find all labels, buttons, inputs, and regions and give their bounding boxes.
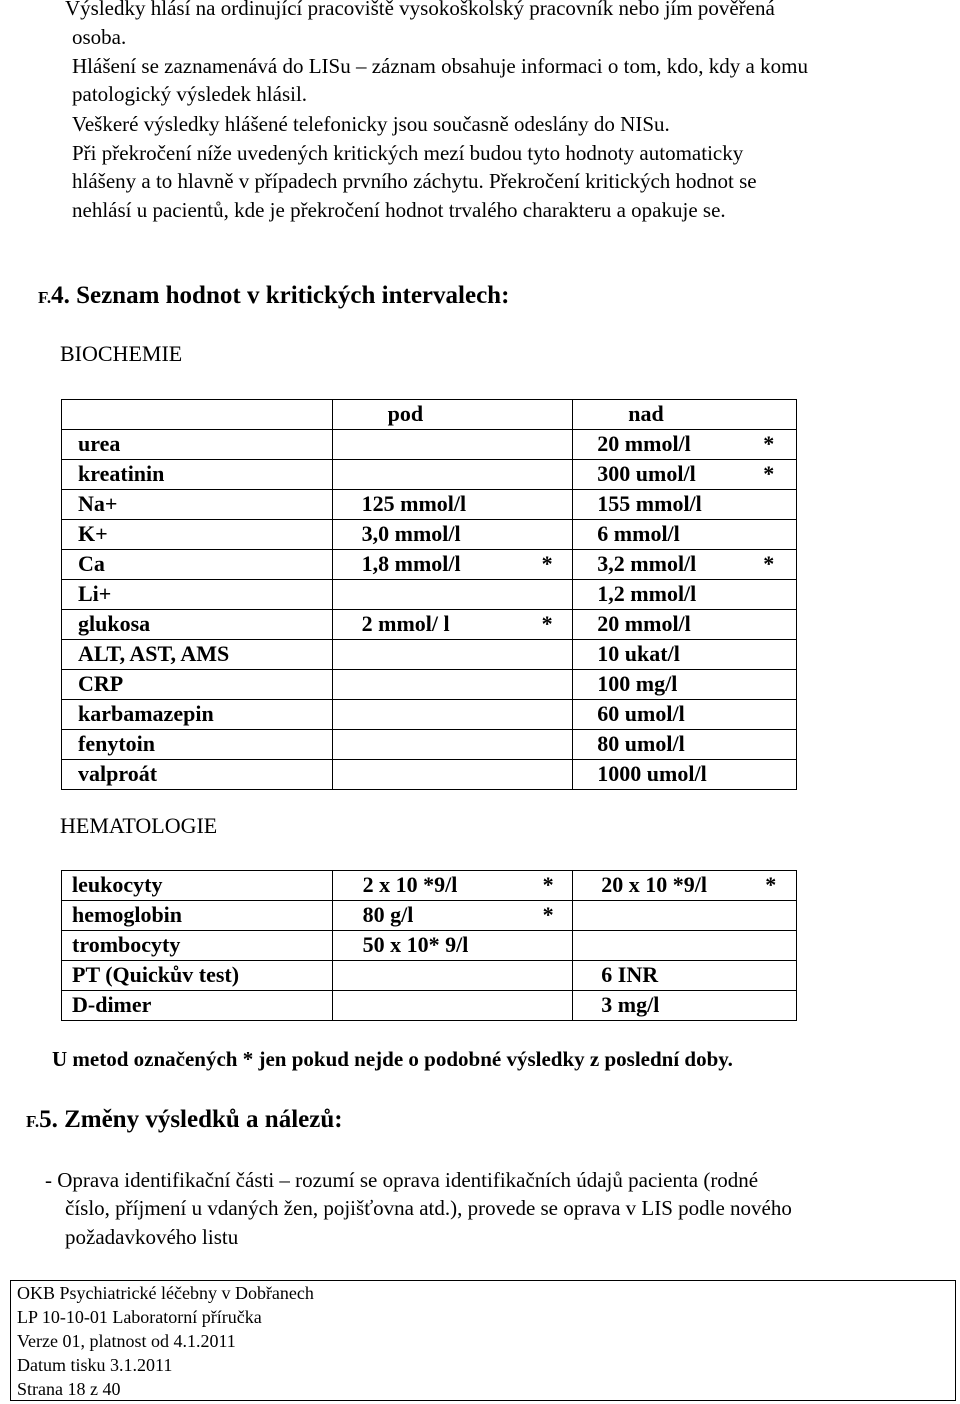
row-nad-cell [573, 730, 797, 760]
cell-nad-star: * [763, 551, 775, 576]
footer-line: Datum tisku 3.1.2011 [17, 1355, 173, 1375]
cell-pod-star: * [542, 872, 554, 897]
footer-line: Strana 18 z 40 [17, 1379, 121, 1399]
table-row [62, 871, 797, 901]
paragraph-line: požadavkového listu [65, 1225, 239, 1249]
cell-name: karbamazepin [78, 701, 214, 726]
cell-name: D-dimer [72, 992, 152, 1017]
row-pod-cell [332, 610, 573, 640]
paragraph-line: Při překročení níže uvedených kritických mezí budou tyto hodnoty automaticky [72, 141, 744, 165]
table-row [62, 991, 797, 1021]
cell-nad: 20 mmol/l [597, 611, 691, 636]
cell-pod-star: * [541, 611, 553, 636]
row-pod-cell [332, 670, 573, 700]
table-header-cell [62, 400, 333, 430]
cell-nad: 20 x 10 *9/l [601, 872, 708, 897]
cell-pod: 125 mmol/l [361, 491, 467, 516]
table-row [62, 490, 797, 520]
hematologie-heading: HEMATOLOGIE [60, 813, 218, 838]
row-label-cell [62, 730, 333, 760]
table-row [62, 901, 797, 931]
table-row [62, 700, 797, 730]
row-label-cell [62, 580, 333, 610]
row-label-cell [62, 670, 333, 700]
paragraph-line: - Oprava identifikační části – rozumí se oprava identifikačních údajů pacienta (rodné [45, 1168, 759, 1192]
cell-pod: 50 x 10* 9/l [362, 932, 469, 957]
row-nad-cell [573, 901, 797, 931]
row-nad-cell [573, 760, 797, 790]
row-label-cell [62, 550, 333, 580]
footer-line: OKB Psychiatrické léčebny v Dobřanech [17, 1283, 314, 1303]
cell-name: Li+ [78, 581, 112, 606]
cell-name: ALT, AST, AMS [78, 641, 230, 666]
row-nad-cell [573, 460, 797, 490]
hematologie-table [61, 870, 797, 1021]
cell-nad: 60 umol/l [597, 701, 685, 726]
biochemie-table [61, 399, 797, 790]
row-label-cell [62, 490, 333, 520]
cell-nad: 6 mmol/l [597, 521, 680, 546]
section-title: 5. Změny výsledků a nálezů: [39, 1106, 343, 1133]
cell-name: PT (Quickův test) [72, 962, 240, 987]
row-label-cell [62, 610, 333, 640]
row-label-cell [62, 760, 333, 790]
row-pod-cell [332, 460, 573, 490]
cell-name: Ca [78, 551, 105, 576]
row-pod-cell [332, 430, 573, 460]
row-label-cell [62, 520, 333, 550]
section-title: 4. Seznam hodnot v kritických intervalech: [51, 282, 510, 309]
table-row [62, 640, 797, 670]
cell-nad: 1,2 mmol/l [597, 581, 697, 606]
paragraph-line: hlášeny a to hlavně v případech prvního záchytu. Překročení kritických hodnot se [72, 169, 757, 193]
table-row [62, 730, 797, 760]
cell-pod: 3,0 mmol/l [361, 521, 461, 546]
cell-name: urea [78, 431, 121, 456]
paragraph-line: nehlásí u pacientů, kde je překročení hodnot trvalého charakteru a opakuje se. [72, 198, 726, 222]
table-header-cell [332, 400, 573, 430]
table-row [62, 931, 797, 961]
table-row [62, 550, 797, 580]
cell-nad: 6 INR [601, 962, 659, 987]
section-prefix: F. [38, 288, 52, 307]
cell-name: valproát [78, 761, 158, 786]
row-nad-cell [573, 490, 797, 520]
cell-name: hemoglobin [72, 902, 183, 927]
cell-name: kreatinin [78, 461, 165, 486]
asterisk-note: U metod označených * jen pokud nejde o podobné výsledky z poslední doby. [52, 1047, 733, 1071]
row-pod-cell [332, 991, 573, 1021]
table-row [62, 961, 797, 991]
paragraph-line: Veškeré výsledky hlášené telefonicky jsou současně odeslány do NISu. [72, 112, 670, 136]
cell-pod-star: * [542, 902, 554, 927]
row-nad-cell [573, 610, 797, 640]
table-row [62, 430, 797, 460]
cell-nad: 80 umol/l [597, 731, 685, 756]
row-nad-cell [573, 640, 797, 670]
cell-nad-star: * [765, 872, 777, 897]
row-label-cell [62, 991, 333, 1021]
cell-pod: 80 g/l [362, 902, 414, 927]
row-pod-cell [332, 931, 573, 961]
paragraph-line: Hlášení se zaznamenává do LISu – záznam obsahuje informaci o tom, kdo, kdy a komu [72, 54, 808, 78]
section-heading-f5 [26, 1106, 343, 1134]
row-label-cell [62, 931, 333, 961]
row-label-cell [62, 430, 333, 460]
row-label-cell [62, 460, 333, 490]
paragraph-line: Výsledky hlásí na ordinující pracoviště vysokoškolský pracovník nebo jím pověřená [65, 0, 775, 20]
row-label-cell [62, 961, 333, 991]
cell-nad: 3 mg/l [601, 992, 660, 1017]
cell-nad: 300 umol/l [597, 461, 696, 486]
cell-name: glukosa [78, 611, 151, 636]
cell-name: fenytoin [78, 731, 155, 756]
table-row [62, 760, 797, 790]
row-nad-cell [573, 670, 797, 700]
footer-line: LP 10-10-01 Laboratorní příručka [17, 1307, 262, 1327]
row-label-cell [62, 901, 333, 931]
footer-line: Verze 01, platnost od 4.1.2011 [17, 1331, 236, 1351]
row-pod-cell [332, 961, 573, 991]
row-pod-cell [332, 490, 573, 520]
table-row [62, 460, 797, 490]
cell-pod: 1,8 mmol/l [361, 551, 461, 576]
row-nad-cell [573, 700, 797, 730]
cell-nad: 1000 umol/l [597, 761, 707, 786]
row-nad-cell [573, 931, 797, 961]
cell-nad: 100 mg/l [597, 671, 678, 696]
cell-name: CRP [78, 671, 124, 696]
row-pod-cell [332, 580, 573, 610]
row-nad-cell [573, 430, 797, 460]
cell-name: K+ [78, 521, 108, 546]
cell-name: Na+ [78, 491, 118, 516]
row-nad-cell [573, 991, 797, 1021]
col-pod-label: pod [387, 401, 424, 426]
row-nad-cell [573, 520, 797, 550]
hematologie-table-body [62, 871, 797, 1021]
paragraph-line: osoba. [72, 25, 127, 49]
row-pod-cell [332, 871, 573, 901]
section-heading-f4 [38, 282, 509, 310]
page-footer [10, 1280, 956, 1401]
row-nad-cell [573, 961, 797, 991]
row-pod-cell [332, 640, 573, 670]
row-pod-cell [332, 901, 573, 931]
cell-nad-star: * [763, 431, 775, 456]
cell-pod: 2 mmol/ l [361, 611, 450, 636]
cell-nad: 20 mmol/l [597, 431, 691, 456]
row-label-cell [62, 700, 333, 730]
section-prefix: F. [26, 1112, 40, 1131]
cell-nad: 10 ukat/l [597, 641, 680, 666]
table-header-cell [573, 400, 797, 430]
row-pod-cell [332, 700, 573, 730]
cell-nad: 3,2 mmol/l [597, 551, 697, 576]
cell-nad: 155 mmol/l [597, 491, 702, 516]
biochemie-heading: BIOCHEMIE [60, 341, 183, 366]
row-label-cell [62, 640, 333, 670]
table-row [62, 520, 797, 550]
paragraph-line: patologický výsledek hlásil. [72, 82, 308, 106]
cell-pod-star: * [541, 551, 553, 576]
table-header-row [62, 400, 797, 430]
row-pod-cell [332, 760, 573, 790]
cell-pod: 2 x 10 *9/l [362, 872, 458, 897]
row-nad-cell [573, 550, 797, 580]
row-pod-cell [332, 730, 573, 760]
row-nad-cell [573, 871, 797, 901]
cell-nad-star: * [763, 461, 775, 486]
row-pod-cell [332, 520, 573, 550]
table-row [62, 580, 797, 610]
paragraph-line: číslo, příjmení u vdaných žen, pojišťovna atd.), provede se oprava v LIS podle nového [65, 1196, 792, 1220]
table-row [62, 610, 797, 640]
col-nad-label: nad [628, 401, 664, 426]
cell-name: leukocyty [72, 872, 163, 897]
row-label-cell [62, 871, 333, 901]
biochemie-table-body [62, 400, 797, 790]
row-nad-cell [573, 580, 797, 610]
table-row [62, 670, 797, 700]
cell-name: trombocyty [72, 932, 181, 957]
row-pod-cell [332, 550, 573, 580]
